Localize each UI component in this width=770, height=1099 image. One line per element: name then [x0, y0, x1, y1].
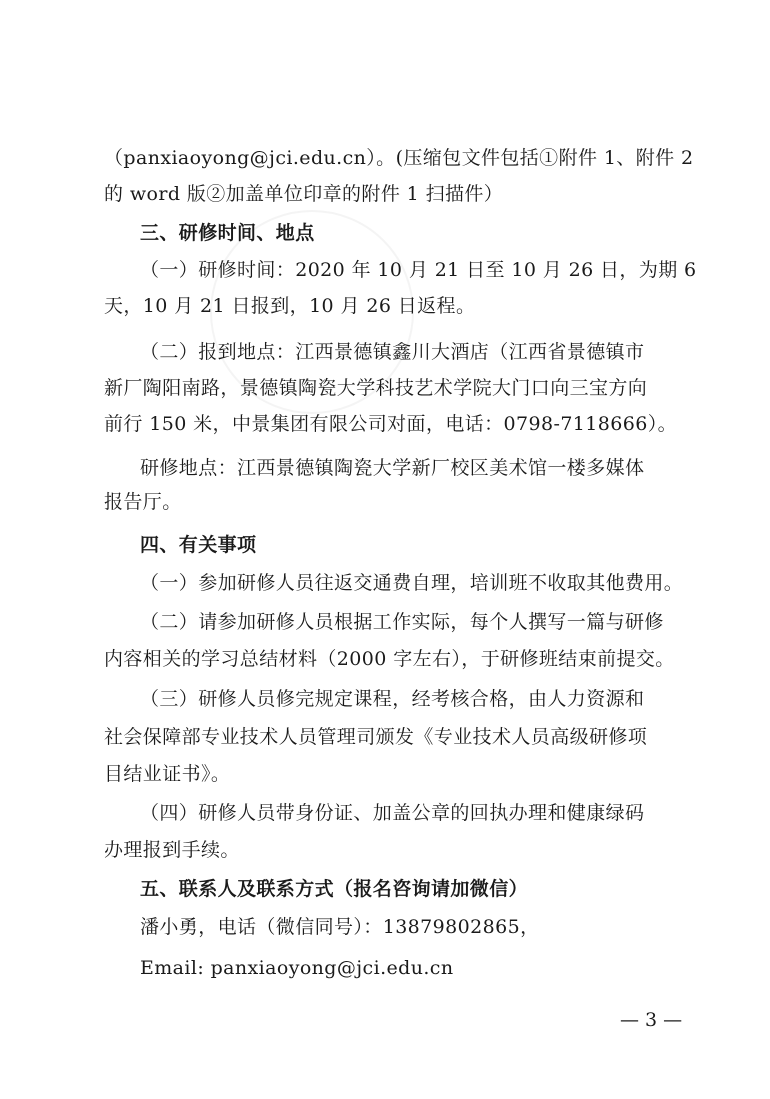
- body-line: 内容相关的学习总结材料（2000 字左右），于研修班结束前提交。: [104, 648, 675, 670]
- page-number: — 3 —: [620, 1009, 683, 1031]
- body-line: （panxiaoyong@jci.edu.cn）。(压缩包文件包括①附件 1、附件 2: [104, 147, 694, 169]
- body-line: 天，10 月 21 日报到，10 月 26 日返程。: [104, 295, 476, 317]
- section-heading-5: 五、联系人及联系方式（报名咨询请加微信）: [140, 878, 529, 900]
- body-line: （一）研修时间：2020 年 10 月 21 日至 10 月 26 日，为期 6: [140, 259, 697, 281]
- body-line: 办理报到手续。: [104, 839, 240, 861]
- body-line: （一）参加研修人员往返交通费自理，培训班不收取其他费用。: [140, 572, 684, 594]
- body-line: 的 word 版②加盖单位印章的附件 1 扫描件）: [104, 183, 504, 205]
- body-line: 社会保障部专业技术人员管理司颁发《专业技术人员高级研修项: [104, 726, 648, 748]
- body-line: 新厂陶阳南路，景德镇陶瓷大学科技艺术学院大门口向三宝方向: [104, 377, 648, 399]
- body-line: （二）报到地点：江西景德镇鑫川大酒店（江西省景德镇市: [140, 341, 645, 363]
- body-line: （三）研修人员修完规定课程，经考核合格，由人力资源和: [140, 688, 645, 710]
- body-line: （二）请参加研修人员根据工作实际，每个人撰写一篇与研修: [140, 611, 664, 633]
- body-line: 目结业证书》。: [104, 763, 231, 785]
- body-line: 报告厅。: [104, 491, 182, 513]
- section-heading-4: 四、有关事项: [140, 534, 257, 556]
- body-line: （四）研修人员带身份证、加盖公章的回执办理和健康绿码: [140, 802, 645, 824]
- contact-email: Email: panxiaoyong@jci.edu.cn: [140, 957, 454, 979]
- section-heading-3: 三、研修时间、地点: [140, 222, 315, 244]
- body-line: 研修地点：江西景德镇陶瓷大学新厂校区美术馆一楼多媒体: [140, 457, 645, 479]
- contact-phone: 潘小勇，电话（微信同号）：13879802865，: [140, 916, 540, 938]
- body-line: 前行 150 米，中景集团有限公司对面，电话：0798-7118666）。: [104, 413, 678, 435]
